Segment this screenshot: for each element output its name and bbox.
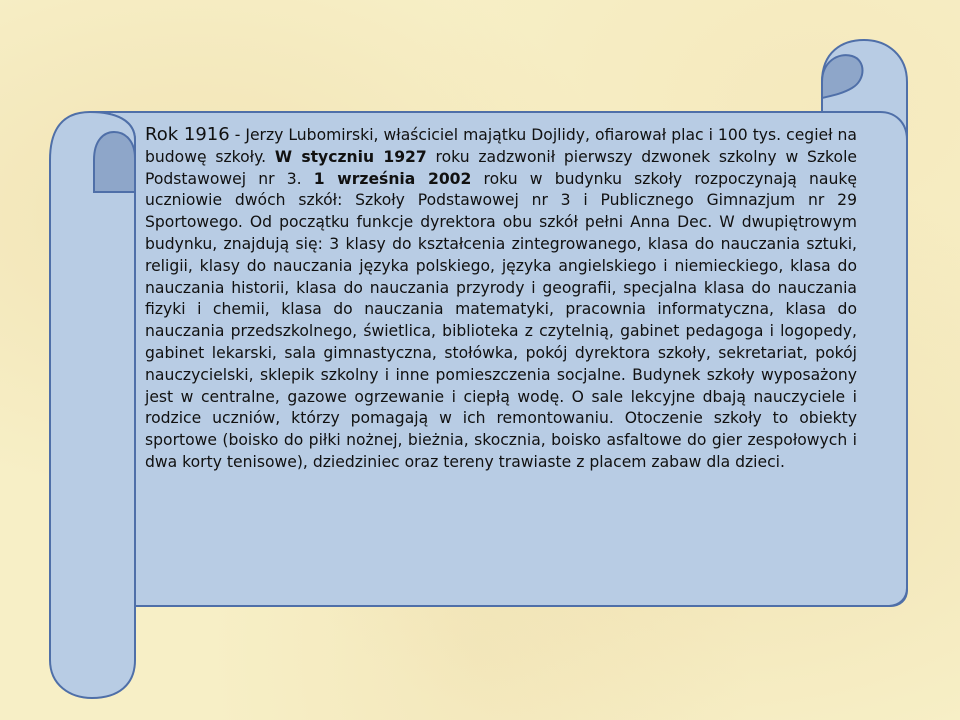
scroll-left-roll	[50, 112, 135, 698]
scroll-left-roll-inner	[94, 132, 135, 192]
date-1927: W styczniu 1927	[274, 147, 427, 166]
text-part-1: - Jerzy Lubomirski, właściciel majątku Dojlidy, ofiarował plac i 100 tys. cegieł na budowę szkoły.	[145, 126, 857, 166]
date-2002: 1 września 2002	[313, 169, 472, 188]
text-part-2: roku zadzwonił pierwszy dzwonek szkolny w Szkole Podstawowej nr 3.	[145, 147, 858, 188]
text-part-3: roku w budynku szkoły rozpoczynają naukę uczniowie dwóch szkół: Szkoły Podstawowej nr 3 i Publicznego Gimnazjum nr 29 Sportowego. Od początku funkcje dyrektora obu szkół pełni Anna Dec. W dwupiętrowym budynku, znajdują się: 3 klasy do kształcenia zintegrowanego, klasa do nauczania sztuki, religii, klasy do nauczania języka polskiego, języka angielskiego i niemieckiego, klasa do nauczania historii, klasa do nauczania przyrody i geografii, specjalna klasa do nauczania fizyki i chemii, klasa do nauczania matematyki, pracownia informatyczna, klasa do nauczania przedszkolnego, świetlica, biblioteka z czytelnią, gabinet pedagoga i logopedy, gabinet lekarski, sala gimnastyczna, stołówka, pokój dyrektora szkoły, sekretariat, pokój nauczycielski, sklepik szkolny i inne pomieszczenia socjalne. Budynek szkoły wyposażony jest w centralne, gazowe ogrzewanie i ciepłą wodę. O sale lekcyjne dbają nauczyciele i rodzice uczniów, którzy pomagają w ich remontowaniu. Otoczenie szkoły to obiekty sportowe (boisko do piłki nożnej, bieżnia, skocznia, boisko asfaltowe do gier zespołowych i dwa korty tenisowe), dziedziniec oraz tereny trawiaste z placem zabaw dla dzieci.	[145, 169, 857, 471]
history-text	[145, 124, 857, 474]
year-heading: Rok 1916	[145, 124, 230, 145]
